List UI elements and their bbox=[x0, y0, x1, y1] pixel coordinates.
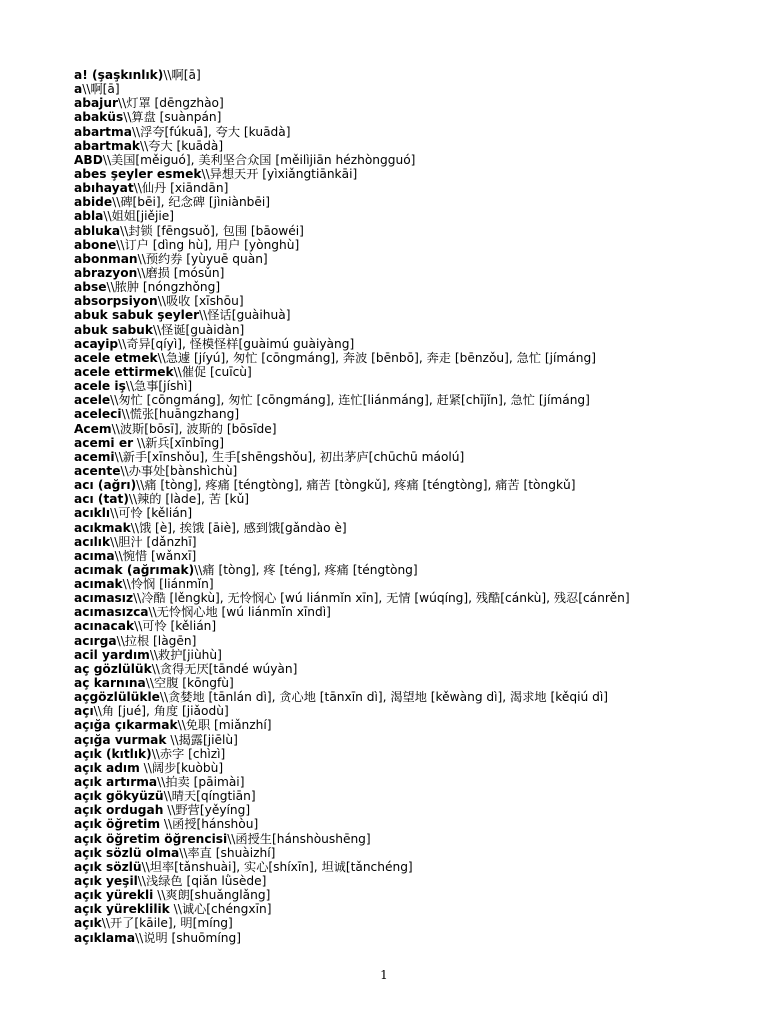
entry-term: acıkmak bbox=[74, 520, 131, 535]
dictionary-entry bbox=[74, 718, 754, 732]
entry-term: açık artırma bbox=[74, 775, 158, 790]
dictionary-entry bbox=[74, 676, 754, 690]
entry-term: açgözlülükle bbox=[74, 690, 160, 705]
entry-term: abuk sabuk bbox=[74, 322, 153, 337]
entry-term: abaküs bbox=[74, 110, 124, 125]
entry-term: abes şeyler esmek bbox=[74, 166, 202, 181]
entry-definition: \\波斯[bōsī], 波斯的 [bōsīde] bbox=[111, 421, 277, 436]
dictionary-entry bbox=[74, 492, 754, 506]
entry-term: açığa vurmak bbox=[74, 732, 167, 747]
dictionary-entry bbox=[74, 846, 754, 860]
entry-definition: \\可怜 [kělián] bbox=[110, 506, 193, 521]
entry-term: abone bbox=[74, 237, 117, 252]
entry-definition: \\脓肿 [nóngzhǒng] bbox=[106, 280, 221, 295]
entry-definition: \\胆汁 [dǎnzhī] bbox=[110, 534, 197, 549]
entry-term: aç gözlülük bbox=[74, 661, 152, 676]
entry-term: ABD bbox=[74, 152, 103, 167]
entry-term: acele ettirmek bbox=[74, 364, 174, 379]
entry-definition: \\赤字 [chìzì] bbox=[151, 746, 226, 761]
entry-definition: \\匆忙 [cōngmáng], 匆忙 [cōngmáng], 连忙[liánmáng], 赶紧[chījǐn], 急忙 [jímáng] bbox=[110, 393, 590, 408]
entry-term: açık bbox=[74, 916, 102, 931]
entry-definition: \\痛 [tòng], 疼 [téng], 疼痛 [téngtòng] bbox=[194, 562, 418, 577]
entry-definition: \\无怜悯心地 [wú liánmǐn xīndì] bbox=[148, 605, 331, 620]
entry-term: açıklama bbox=[74, 930, 136, 945]
entry-term: açık sözlü bbox=[74, 859, 142, 874]
entry-term: acı (ağrı) bbox=[74, 478, 137, 493]
entry-definition: \\新手[xīnshǒu], 生手[shēngshǒu], 初出茅庐[chūchū máolú] bbox=[114, 449, 465, 464]
page-number: 1 bbox=[380, 968, 388, 982]
entry-definition: \\免职 [miǎnzhí] bbox=[177, 718, 272, 733]
dictionary-entry bbox=[74, 238, 754, 252]
entry-term: abluka bbox=[74, 223, 121, 238]
entry-definition: \\晴天[qíngtiān] bbox=[163, 789, 256, 804]
entry-term: abse bbox=[74, 280, 107, 295]
entry-definition: \\函授生[hánshòushēng] bbox=[227, 831, 371, 846]
entry-definition: \\说明 [shuōmíng] bbox=[135, 930, 242, 945]
dictionary-entry bbox=[74, 209, 754, 223]
dictionary-entry bbox=[74, 775, 754, 789]
dictionary-entry bbox=[74, 803, 754, 817]
dictionary-entry bbox=[74, 436, 754, 450]
entry-term: aceleci bbox=[74, 407, 122, 422]
entry-definition: \\办事处[bànshìchù] bbox=[120, 463, 238, 478]
entry-definition: \\空腹 [kōngfù] bbox=[145, 676, 234, 691]
dictionary-entry bbox=[74, 577, 754, 591]
dictionary-entry bbox=[74, 549, 754, 563]
dictionary-entry bbox=[74, 704, 754, 718]
entry-term: açık (kıtlık) bbox=[74, 746, 152, 761]
dictionary-entry bbox=[74, 605, 754, 619]
dictionary-entry bbox=[74, 96, 754, 110]
entry-definition: \\坦率[tǎnshuài], 实心[shíxīn], 坦诚[tǎnchéng] bbox=[141, 859, 413, 874]
entry-term: acele iş bbox=[74, 379, 126, 394]
dictionary-entry bbox=[74, 591, 754, 605]
entry-term: acente bbox=[74, 463, 121, 478]
entry-definition: \\拉根 [làgēn] bbox=[116, 633, 197, 648]
dictionary-entry bbox=[74, 181, 754, 195]
dictionary-entry bbox=[74, 379, 754, 393]
dictionary-entry bbox=[74, 422, 754, 436]
entry-term: a bbox=[74, 82, 83, 97]
entry-term: acımasızca bbox=[74, 605, 149, 620]
dictionary-entry bbox=[74, 563, 754, 577]
entry-definition: \\可怜 [kělián] bbox=[134, 619, 217, 634]
dictionary-entry bbox=[74, 167, 754, 181]
dictionary-entry bbox=[74, 337, 754, 351]
entry-definition: \\吸收 [xīshōu] bbox=[157, 294, 244, 309]
entry-definition: \\急遽 [jíyú], 匆忙 [cōngmáng], 奔波 [bēnbō], 奔走 [bēnzǒu], 急忙 [jímáng] bbox=[157, 350, 596, 365]
entry-term: açık öğretim bbox=[74, 817, 161, 832]
entry-definition: \\开了[kāile], 明[míng] bbox=[101, 916, 233, 931]
entry-term: acımasız bbox=[74, 591, 134, 606]
entry-definition: \\浅绿色 [qiǎn lǜsède] bbox=[137, 874, 267, 889]
dictionary-entry bbox=[74, 634, 754, 648]
entry-definition: \\姐姐[jiějie] bbox=[103, 209, 174, 224]
entry-definition: \\阔步[kuòbù] bbox=[139, 760, 224, 775]
dictionary-entry bbox=[74, 224, 754, 238]
entry-term: abla bbox=[74, 209, 104, 224]
dictionary-entry bbox=[74, 450, 754, 464]
dictionary-entry bbox=[74, 125, 754, 139]
dictionary-entry bbox=[74, 902, 754, 916]
dictionary-entry bbox=[74, 619, 754, 633]
entry-term: acınacak bbox=[74, 619, 135, 634]
entry-definition: \\救护[jiùhù] bbox=[149, 647, 222, 662]
entry-definition: \\预约券 [yùyuē quàn] bbox=[137, 251, 268, 266]
entry-term: abıhayat bbox=[74, 181, 134, 196]
dictionary-entry bbox=[74, 153, 754, 167]
entry-term: açı bbox=[74, 704, 94, 719]
entry-term: açık yeşil bbox=[74, 874, 138, 889]
dictionary-entry bbox=[74, 789, 754, 803]
dictionary-entry bbox=[74, 690, 754, 704]
entry-definition: \\封锁 [fēngsuǒ], 包围 [bāowéi] bbox=[120, 223, 304, 238]
dictionary-entry bbox=[74, 393, 754, 407]
entry-term: acımak (ağrımak) bbox=[74, 562, 195, 577]
dictionary-entry bbox=[74, 747, 754, 761]
entry-definition: \\野营[yěyíng] bbox=[163, 803, 251, 818]
entry-definition: \\揭露[jiēlù] bbox=[166, 732, 238, 747]
dictionary-entry bbox=[74, 294, 754, 308]
entry-definition: \\惋惜 [wǎnxī] bbox=[114, 548, 197, 563]
entry-definition: \\夸大 [kuādà] bbox=[140, 138, 224, 153]
dictionary-entry bbox=[74, 464, 754, 478]
entry-term: açık gökyüzü bbox=[74, 789, 164, 804]
dictionary-entry bbox=[74, 478, 754, 492]
entry-definition: \\角 [jué], 角度 [jiǎodù] bbox=[93, 704, 229, 719]
entry-term: acemi er bbox=[74, 435, 134, 450]
dictionary-entry bbox=[74, 195, 754, 209]
dictionary-entry bbox=[74, 874, 754, 888]
entry-definition: \\碑[bēi], 纪念碑 [jìniànbēi] bbox=[112, 195, 271, 210]
dictionary-entry bbox=[74, 860, 754, 874]
entry-term: açık yüreklilik bbox=[74, 902, 170, 917]
entry-term: absorpsiyon bbox=[74, 294, 158, 309]
entry-term: Acem bbox=[74, 421, 112, 436]
entry-definition: \\催促 [cuīcù] bbox=[173, 364, 252, 379]
dictionary-entry bbox=[74, 407, 754, 421]
dictionary-entry bbox=[74, 733, 754, 747]
dictionary-entry bbox=[74, 648, 754, 662]
dictionary-entry bbox=[74, 82, 754, 96]
entry-term: aç karnına bbox=[74, 676, 146, 691]
entry-term: acı (tat) bbox=[74, 492, 129, 507]
entry-term: açık sözlü olma bbox=[74, 845, 180, 860]
dictionary-entry bbox=[74, 931, 754, 945]
dictionary-entry bbox=[74, 351, 754, 365]
entry-definition: \\饿 [è], 挨饿 [āiè], 感到饿[gǎndào è] bbox=[130, 520, 347, 535]
entry-definition: \\仙丹 [xiāndān] bbox=[133, 181, 229, 196]
entry-definition: \\美国[měiguó], 美利坚合众国 [měilìjiān hézhòngguó] bbox=[102, 152, 416, 167]
entry-definition: \\异想天开 [yìxiǎngtiānkāi] bbox=[201, 166, 358, 181]
entry-definition: \\怪诞[guàidàn] bbox=[152, 322, 245, 337]
dictionary-entry bbox=[74, 139, 754, 153]
entry-term: açığa çıkarmak bbox=[74, 718, 178, 733]
entry-definition: \\爽朗[shuǎnglǎng] bbox=[153, 888, 271, 903]
entry-definition: \\拍卖 [pāimài] bbox=[157, 775, 245, 790]
entry-term: acımak bbox=[74, 577, 123, 592]
entry-definition: \\磨损 [mósǔn] bbox=[137, 265, 225, 280]
entry-definition: \\急事[jíshì] bbox=[125, 379, 193, 394]
dictionary-entry bbox=[74, 662, 754, 676]
entry-term: açık öğretim öğrencisi bbox=[74, 831, 228, 846]
entry-term: acele bbox=[74, 393, 111, 408]
entry-definition: \\贪得无厌[tāndé wúyàn] bbox=[151, 661, 298, 676]
entry-term: abartma bbox=[74, 124, 132, 139]
dictionary-entry bbox=[74, 817, 754, 831]
dictionary-entry bbox=[74, 266, 754, 280]
dictionary-entry bbox=[74, 506, 754, 520]
entry-definition: \\怜悯 [liánmǐn] bbox=[122, 577, 214, 592]
dictionary-entry bbox=[74, 521, 754, 535]
entry-term: abajur bbox=[74, 96, 119, 111]
entry-definition: \\慌张[huāngzhang] bbox=[121, 407, 240, 422]
dictionary-entry bbox=[74, 761, 754, 775]
entry-term: acemi bbox=[74, 449, 115, 464]
entry-definition: \\奇异[qíyì], 怪模怪样[guàimú guàiyàng] bbox=[118, 336, 355, 351]
dictionary-entry bbox=[74, 110, 754, 124]
dictionary-entry bbox=[74, 308, 754, 322]
dictionary-entry-list bbox=[74, 68, 754, 945]
dictionary-entry bbox=[74, 365, 754, 379]
entry-definition: \\辣的 [làde], 苦 [kǔ] bbox=[128, 492, 250, 507]
entry-term: acayip bbox=[74, 336, 119, 351]
entry-definition: \\订户 [dìng hù], 用户 [yònghù] bbox=[116, 237, 300, 252]
entry-term: acıma bbox=[74, 548, 115, 563]
entry-term: abide bbox=[74, 195, 113, 210]
entry-term: acele etmek bbox=[74, 350, 158, 365]
entry-term: a! (şaşkınlık) bbox=[74, 68, 164, 82]
entry-definition: \\冷酷 [lěngkù], 无怜悯心 [wú liánmǐn xīn], 无情 [wúqíng], 残酷[cánkù], 残忍[cánrěn] bbox=[133, 591, 630, 606]
dictionary-entry bbox=[74, 323, 754, 337]
entry-term: açık yürekli bbox=[74, 888, 154, 903]
entry-definition: \\啊[ā] bbox=[163, 68, 201, 82]
entry-definition: \\浮夸[fúkuā], 夸大 [kuādà] bbox=[131, 124, 291, 139]
dictionary-entry bbox=[74, 832, 754, 846]
entry-term: açık adım bbox=[74, 760, 140, 775]
entry-term: acıklı bbox=[74, 506, 111, 521]
dictionary-entry bbox=[74, 68, 754, 82]
entry-definition: \\率直 [shuàizhí] bbox=[179, 845, 276, 860]
entry-definition: \\诚心[chéngxīn] bbox=[169, 902, 272, 917]
entry-term: acılık bbox=[74, 534, 111, 549]
dictionary-entry bbox=[74, 535, 754, 549]
entry-term: acırga bbox=[74, 633, 117, 648]
entry-definition: \\贪婪地 [tānlán dì], 贪心地 [tānxīn dì], 渴望地 [kěwàng dì], 渴求地 [kěqiú dì] bbox=[159, 690, 608, 705]
entry-term: açık ordugah bbox=[74, 803, 164, 818]
entry-term: acil yardım bbox=[74, 647, 150, 662]
entry-term: abartmak bbox=[74, 138, 141, 153]
dictionary-entry bbox=[74, 280, 754, 294]
entry-definition: \\新兵[xīnbīng] bbox=[133, 435, 225, 450]
entry-definition: \\算盘 [suànpán] bbox=[123, 110, 222, 125]
dictionary-entry bbox=[74, 916, 754, 930]
entry-term: abonman bbox=[74, 251, 138, 266]
entry-definition: \\怪话[guàihuà] bbox=[199, 308, 291, 323]
entry-definition: \\灯罩 [dēngzhào] bbox=[118, 96, 224, 111]
dictionary-entry bbox=[74, 252, 754, 266]
entry-definition: \\函授[hánshòu] bbox=[160, 817, 259, 832]
dictionary-entry bbox=[74, 888, 754, 902]
entry-term: abuk sabuk şeyler bbox=[74, 308, 200, 323]
entry-definition: \\啊[ā] bbox=[82, 82, 120, 97]
entry-definition: \\痛 [tòng], 疼痛 [téngtòng], 痛苦 [tòngkǔ], 疼痛 [téngtòng], 痛苦 [tòngkǔ] bbox=[136, 478, 576, 493]
entry-term: abrazyon bbox=[74, 265, 138, 280]
